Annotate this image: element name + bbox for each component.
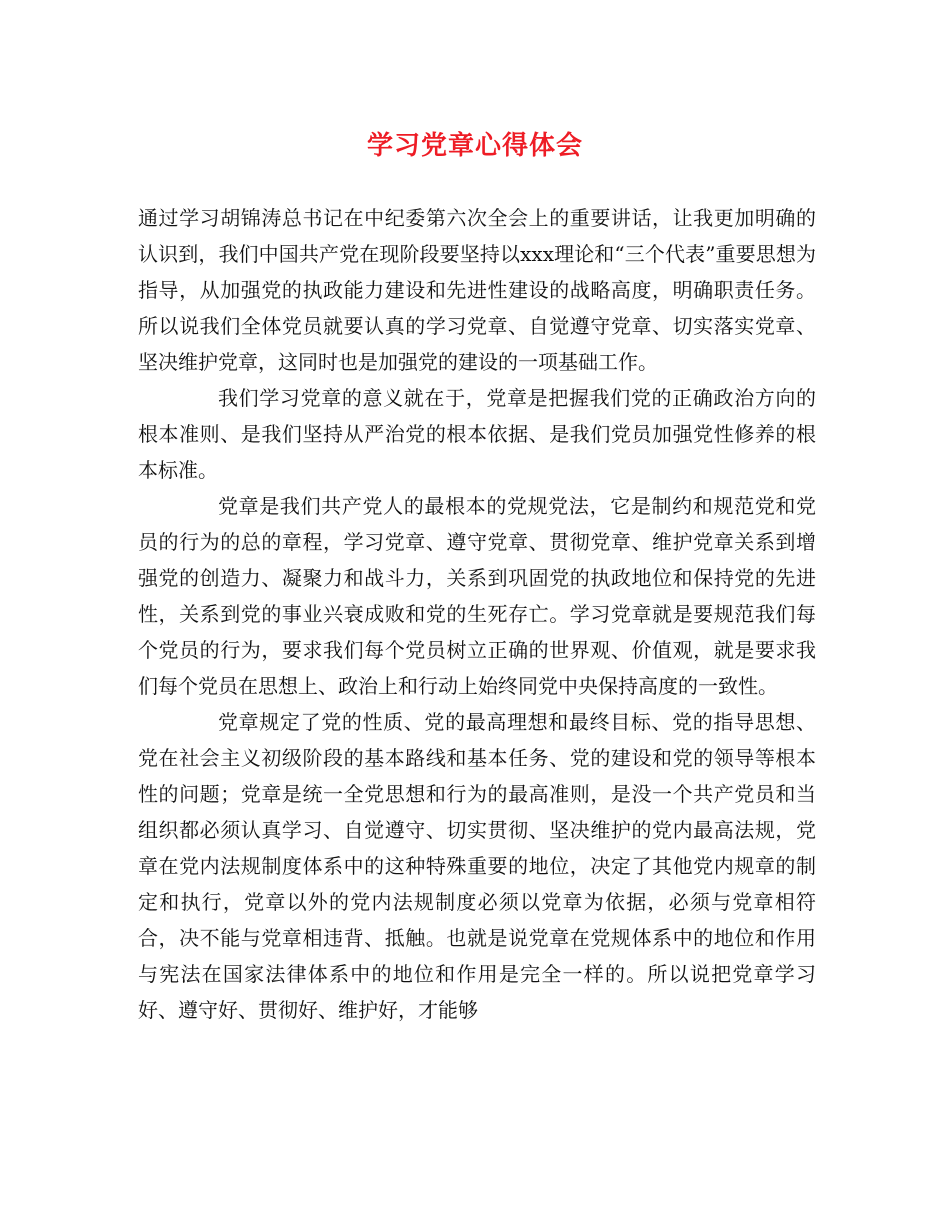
paragraph-3: 党章是我们共产党人的最根本的党规党法，它是制约和规范党和党员的行为的总的章程，学习党章、遵守党章、贯彻党章、维护党章关系到增强党的创造力、凝聚力和战斗力，关系到巩固党的执政地位和保持党的先进性，关系到党的事业兴衰成败和党的生死存亡。学习党章就是要规范我们每个党员的行为，要求我们每个党员树立正确的世界观、价值观，就是要求我们每个党员在思想上、政治上和行动上始终同党中央保持高度的一致性。	[138, 494, 816, 698]
paragraph-2: 我们学习党章的意义就在于，党章是把握我们党的正确政治方向的根本准则、是我们坚持从严治党的根本依据、是我们党员加强党性修养的根本标准。	[138, 386, 816, 482]
document-body	[138, 200, 816, 1028]
paragraph-4: 党章规定了党的性质、党的最高理想和最终目标、党的指导思想、党在社会主义初级阶段的基本路线和基本任务、党的建设和党的领导等根本性的问题；党章是统一全党思想和行为的最高准则，是没一个共产党员和当组织都必须认真学习、自觉遵守、切实贯彻、坚决维护的党内最高法规，党章在党内法规制度体系中的这种特殊重要的地位，决定了其他党内规章的制定和执行，党章以外的党内法规制度必须以党章为依据，必须与党章相符合，决不能与党章相违背、抵触。也就是说党章在党规体系中的地位和作用与宪法在国家法律体系中的地位和作用是完全一样的。所以说把党章学习好、遵守好、贯彻好、维护好，才能够	[138, 710, 816, 1022]
document-title: 学习党章心得体会	[366, 131, 583, 161]
paragraph-1: 通过学习胡锦涛总书记在中纪委第六次全会上的重要讲话，让我更加明确的认识到，我们中国共产党在现阶段要坚持以xxx理论和“三个代表”重要思想为指导，从加强党的执政能力建设和先进性建设的战略高度，明确职责任务。所以说我们全体党员就要认真的学习党章、自觉遵守党章、切实落实党章、坚决维护党章，这同时也是加强党的建设的一项基础工作。	[138, 206, 816, 374]
